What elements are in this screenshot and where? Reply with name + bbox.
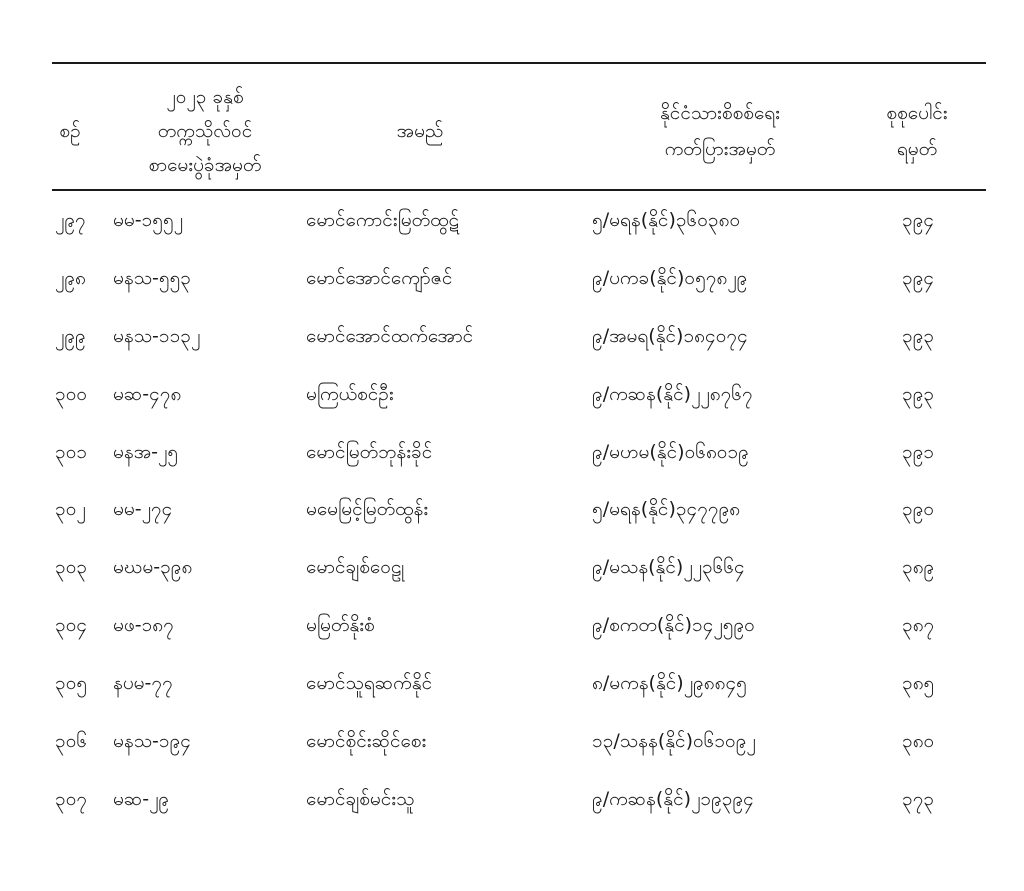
cell-nrc-number: ၅/မရန(နိုင်)၃၆၀၃၈၀	[592, 209, 741, 231]
table-row	[0, 775, 1024, 833]
cell-nrc-number: ၉/စကတ(နိုင်)၁၄၂၅၉၀	[592, 614, 755, 637]
cell-total-marks: ၃၉၄	[902, 209, 935, 231]
cell-total-marks: ၃၈၇	[902, 614, 935, 637]
cell-total-marks: ၃၉၄	[902, 266, 935, 289]
table-row	[0, 196, 1024, 254]
header-serial-no-label: စဉ်	[59, 120, 81, 142]
cell-serial-no: ၃၀၃	[55, 556, 88, 579]
cell-exam-number: မဆ-၄၇၈	[113, 382, 182, 405]
cell-total-marks: ၃၈၀	[902, 730, 935, 753]
cell-exam-number: မဖ-၁၈၇	[113, 614, 174, 637]
table-row	[0, 370, 1024, 428]
cell-total-marks: ၃၈၅	[902, 672, 935, 695]
header-total-marks	[862, 92, 972, 170]
table-header-rule	[52, 189, 986, 191]
table-top-rule	[52, 62, 986, 64]
header-nrc-number	[600, 92, 840, 170]
cell-nrc-number: ၉/ကဆန(နိုင်)၂၂၈၇၆၇	[592, 382, 753, 405]
cell-nrc-number: ၉/ပကခ(နိုင်)၀၅၇၈၂၉	[592, 266, 748, 289]
header-marks-line2: ရမှတ်	[896, 138, 938, 160]
table-row	[0, 717, 1024, 775]
header-exam-line3: စာမေးပွဲခုံအမှတ်	[148, 154, 262, 176]
cell-name: မောင်ကောင်းမြတ်ထွဋ်	[306, 209, 460, 231]
cell-serial-no: ၂၉၇	[55, 209, 86, 231]
cell-serial-no: ၃၀၇	[55, 787, 88, 810]
cell-serial-no: ၂၉၈	[55, 266, 86, 289]
cell-exam-number: မနသ-၅၅၃	[113, 266, 191, 289]
cell-serial-no: ၃၀၀	[55, 382, 88, 405]
cell-serial-no: ၂၉၉	[55, 324, 86, 347]
cell-exam-number: မနအ-၂၅	[113, 440, 179, 463]
cell-name: မောင်အောင်ကျော်ဇင်	[306, 266, 453, 289]
cell-name: မမေမြင့်မြတ်ထွန်း	[306, 498, 429, 521]
table-row	[0, 485, 1024, 543]
cell-nrc-number: ၉/အမရ(နိုင်)၁၈၄၀၇၄	[592, 324, 748, 347]
cell-total-marks: ၃၉၃	[902, 382, 935, 405]
header-exam-number	[110, 76, 300, 186]
cell-exam-number: မဃမ-၃၉၈	[113, 556, 193, 579]
cell-name: မမြတ်နိုးစံ	[306, 614, 375, 637]
header-serial-no	[40, 100, 100, 162]
cell-exam-number: မနသ-၁၁၃၂	[113, 324, 201, 347]
cell-serial-no: ၃၀၁	[55, 440, 88, 463]
cell-total-marks: ၃၉၁	[902, 440, 935, 463]
cell-serial-no: ၃၀၆	[55, 730, 88, 753]
cell-name: မကြယ်စင်ဦး	[306, 382, 394, 405]
cell-serial-no: ၃၀၄	[55, 614, 88, 637]
cell-total-marks: ၃၈၉	[902, 556, 935, 579]
header-name	[330, 100, 510, 162]
cell-name: မောင်ချစ်ဝေဠု	[306, 556, 405, 579]
table-body	[0, 196, 1024, 833]
cell-name: မောင်သူရဆက်နိုင်	[306, 672, 433, 695]
cell-nrc-number: ၅/မရန(နိုင်)၃၄၇၇၉၈	[592, 498, 741, 521]
table-row	[0, 543, 1024, 601]
cell-nrc-number: ၉/မသန(နိုင်)၂၂၃၆၆၄	[592, 556, 745, 579]
table-row	[0, 659, 1024, 717]
cell-nrc-number: ၁၃/သနန(နိုင်)၀၆၁၀၉၂	[592, 730, 756, 753]
header-name-label: အမည်	[396, 120, 444, 142]
cell-name: မောင်အောင်ထက်အောင်	[306, 324, 474, 347]
cell-exam-number: မမ-၁၅၅၂	[113, 209, 183, 231]
cell-exam-number: မဆ-၂၉	[113, 787, 170, 810]
table-row	[0, 428, 1024, 486]
cell-serial-no: ၃၀၂	[55, 498, 86, 521]
header-exam-line2: တက္ကသိုလ်ဝင်	[157, 120, 253, 142]
table-row	[0, 312, 1024, 370]
header-nrc-line2: ကတ်ပြားအမှတ်	[664, 138, 776, 160]
header-nrc-line1: နိုင်ငံသားစိစစ်ရေး	[659, 102, 780, 124]
cell-total-marks: ၃၇၃	[902, 787, 935, 810]
header-marks-line1: စုစုပေါင်း	[886, 102, 948, 124]
cell-nrc-number: ၈/မကန(နိုင်)၂၉၈၈၄၅	[592, 672, 747, 695]
header-exam-line1: ၂၀၂၃ ခုနှစ်	[166, 86, 244, 108]
cell-nrc-number: ၉/ကဆန(နိုင်)၂၁၉၃၉၄	[592, 787, 754, 810]
cell-exam-number: မမ-၂၇၄	[113, 498, 173, 521]
table-row	[0, 601, 1024, 659]
table-row	[0, 254, 1024, 312]
cell-total-marks: ၃၉၀	[902, 498, 935, 521]
cell-exam-number: နပမ-၇၇	[113, 672, 173, 695]
cell-name: မောင်မြတ်ဘုန်းခိုင်	[306, 440, 433, 463]
cell-name: မောင်ချစ်မင်းသူ	[306, 787, 415, 810]
cell-name: မောင်စိုင်းဆိုင်စေး	[306, 730, 427, 753]
cell-serial-no: ၃၀၅	[55, 672, 88, 695]
cell-nrc-number: ၉/မဟမ(နိုင်)၀၆၈၀၁၉	[592, 440, 749, 463]
cell-exam-number: မနသ-၁၉၄	[113, 730, 191, 753]
cell-total-marks: ၃၉၃	[902, 324, 935, 347]
